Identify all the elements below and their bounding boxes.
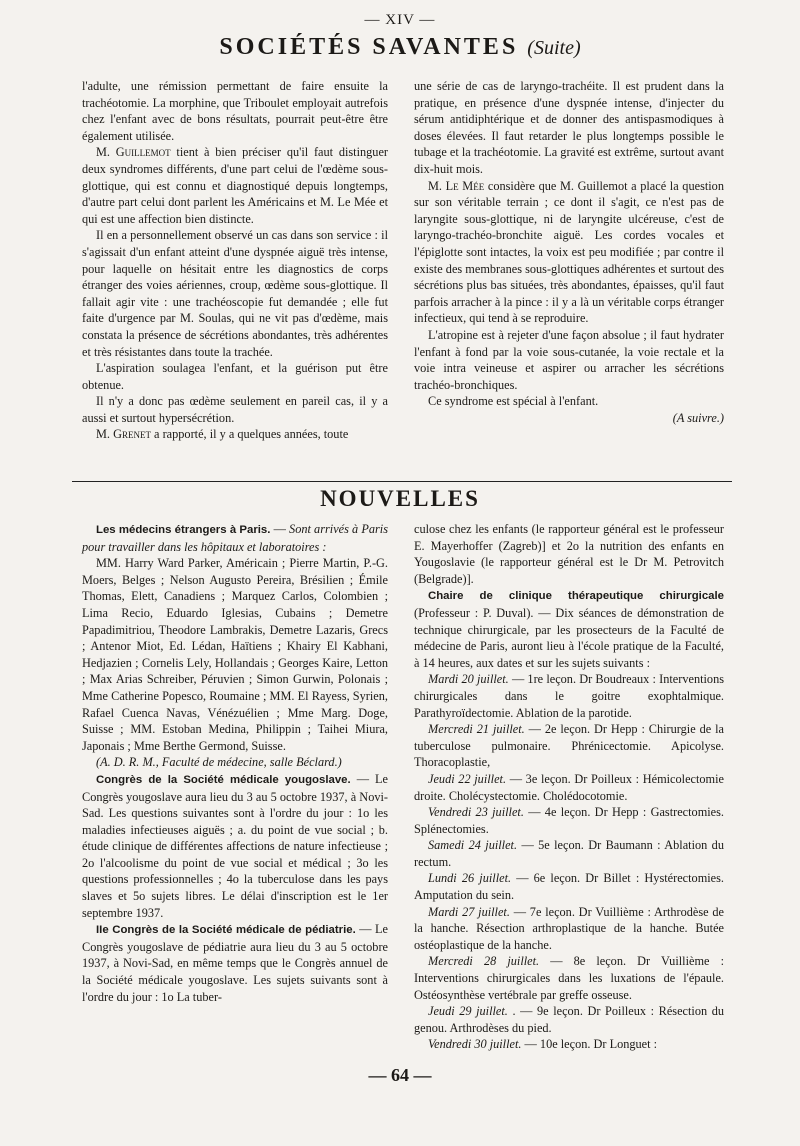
news-heading: Les médecins étrangers à Paris. xyxy=(96,524,271,536)
lesson-text: . — 9e leçon. Dr Poilleux : Résection du genou. Arthrodèses du pied. xyxy=(414,1004,725,1035)
lesson-item xyxy=(414,721,724,771)
lesson-item xyxy=(414,870,724,903)
speaker-name: M. Grenet xyxy=(96,427,151,442)
lesson-date: Vendredi 30 juillet. xyxy=(428,1037,522,1052)
lesson-item xyxy=(414,771,724,804)
source-note: (A. D. R. M., Faculté de médecine, salle Béclard.) xyxy=(96,755,342,770)
lesson-text: — 5e leçon. Dr Baumann : Ablation du rectum. xyxy=(414,838,724,869)
paragraph-text: Le Congrès yougoslave aura lieu du 3 au 5 octobre 1937, à Novi-Sad. Les questions suivantes sont à l'ordre du jour : 1o les maladies infectieuses aiguës ; a. du point de vue social ; b. étude clinique de différentes affections de nature infectieuse ; 2o l'alcoolisme du point de vue social et médical ; 3o les questions professionnelles ; 4o la tuberculose dans les pays slaves et 5o sujets libres. Le délai d'inscription est le 1er septembre 1937. xyxy=(82,771,388,920)
paragraph: L'aspiration soulagea l'enfant, et la guérison put être obtenue. xyxy=(82,361,388,392)
lesson-text: — 6e leçon. Dr Billet : Hystérectomies. Amputation du sein. xyxy=(414,871,724,903)
speaker-name: M. Le Mée xyxy=(428,178,485,193)
paragraph: Il en a personnellement observé un cas dans son service : il s'agissait d'un enfant atteint d'une dyspnée aiguë très intense, pour laquelle on hésitait entre les diagnostics de corps étranger des voies aériennes, croup, œdème sous-glottique. Il fallait agir vite : une trachéoscopie fut demandée ; elle fut faite d'urgence par M. Soulas, qui ne vit pas d'œdème, mais constata la présence de sécrétions abondantes, très adhérentes et très résistantes dans toute la trachée. xyxy=(82,228,388,359)
lesson-item xyxy=(414,671,724,721)
lesson-text: — 2e leçon. Dr Hepp : Chirurgie de la tuberculose pulmonaire. Phrénicectomie. Apicolyse. Thoracoplastie, xyxy=(414,722,724,770)
paragraph: Il n'y a donc pas œdème seulement en pareil cas, il y a aussi et surtout hypersécrétion. xyxy=(82,394,388,425)
news-item-intro: Les médecins étrangers à Paris. — Sont arrivés à Paris pour travailler dans les hôpitaux et laboratoires : xyxy=(82,522,388,554)
section-divider xyxy=(72,481,732,482)
paragraph-text: a rapporté, il y a quelques années, toute xyxy=(154,427,349,442)
news-item: IIe Congrès de la Société médicale de pédiatrie. — Le Congrès yougoslave de pédiatrie aura lieu du 3 au 5 octobre 1937, à Novi-Sad, en même temps que le Congrès annuel de la Société médicale yougoslave. Les sujets suivants sont à l'ordre du jour : 1o La tuber- xyxy=(82,922,388,1004)
lesson-date: Lundi 26 juillet. xyxy=(428,871,512,886)
lesson-date: Mardi 20 juillet. xyxy=(428,672,509,687)
paragraph xyxy=(82,426,388,443)
lesson-date: Mercredi 28 juillet. xyxy=(428,954,540,969)
lesson-item xyxy=(414,804,724,837)
news-heading: Chaire de clinique thérapeutique chirurgicale xyxy=(428,590,724,603)
running-head-title: SOCIÉTÉS SAVANTES xyxy=(219,34,519,60)
top-left-column xyxy=(82,78,388,443)
lesson-date: Vendredi 23 juillet. xyxy=(428,805,524,820)
lesson-date: Jeudi 29 juillet. xyxy=(428,1004,508,1019)
running-head-suffix: (Suite) xyxy=(527,37,581,59)
paragraph: l'adulte, une rémission permettant de faire ensuite la trachéotomie. La morphine, que Triboulet employait autrefois chez l'enfant avec de bons résultats, pourrait peut-être être également utilisée. xyxy=(82,79,388,143)
lesson-item xyxy=(414,1003,724,1036)
paragraph-text: tient à bien préciser qu'il faut distinguer deux syndromes différents, d'une part celui de l'œdème sous-glottique, qui est connu et diagnostiqué depuis longtemps, d'autre part celui dont parlent les Américains et M. Le Mée et qui est une affection bien distincte. xyxy=(82,145,388,226)
paragraph: L'atropine est à rejeter d'une façon absolue ; il faut hydrater l'enfant à fond par la voie sous-cutanée, la voie rectale et la voie intra veineuse et aspirer ou arracher les sécrétions trachéo-bronchiques. xyxy=(414,327,724,392)
news-heading-tail: Sont arrivés à Paris pour travailler dans les hôpitaux et laboratoires : xyxy=(82,522,388,554)
lesson-text: — 7e leçon. Dr Vuillième : Arthrodèse de la hanche. Résection arthroplastique de la hanche. Butée ostéoplastique de la hanche. xyxy=(414,904,725,952)
paragraph: MM. Harry Ward Parker, Américain ; Pierre Martin, P.-G. Moers, Belges ; Nelson Augusto Pereira, Brésilien ; Émile Thomas, Elett, Canadiens ; Marquez Carlos, Colombien ; Lima Recio, Eduardo Iglesias, Cubains ; Demetre Papadimitriou, Theodore Lambrakis, Demetre Lazaris, Grecs ; Antenor Miot, Ed. Lédan, Haïtiens ; Khairy El Kabhani, Hedjazien ; Cornelis Lely, Hollandais ; Georges Kaire, Letton ; Max Arias Schreiber, Péruvien ; Simon Gurwin, Polonais ; Mme Catherine Popesco, Roumaine ; MM. El Rayess, Syrien, Rafael Cuenca Navas, Vénézuélien ; Mme Marg. Doge, Suisse ; MM. Estoban Medina, Philippin ; Taihei Miura, Japonais ; Mme Berthe Germond, Suisse. xyxy=(82,556,388,753)
nouvelles-title: NOUVELLES xyxy=(320,486,480,511)
lesson-item xyxy=(414,1036,724,1053)
lesson-text: — 8e leçon. Dr Vuillième : Interventions chirurgicales dans les luxations de l'épaule. Ostéosynthèse vertébrale par greffe osseuse. xyxy=(414,954,724,1002)
lesson-list xyxy=(414,671,724,1053)
running-head xyxy=(0,34,800,61)
nouvelles-left-column xyxy=(82,521,388,1005)
lesson-date: Jeudi 22 juillet. xyxy=(428,771,507,786)
paragraph xyxy=(414,178,724,327)
news-item: Congrès de la Société médicale yougoslave. — Le Congrès yougoslave aura lieu du 3 au 5 octobre 1937, à Novi-Sad. Les questions suivantes sont à l'ordre du jour : 1o les maladies infectieuses aiguës ; a. du point de vue social ; b. étude clinique de différentes affections de nature infectieuse ; 2o l'alcoolisme du point de vue social et médical ; 3o les questions professionnelles ; 4o la tuberculose dans les pays slaves et 5o sujets libres. Le délai d'inscription est le 1er septembre 1937. xyxy=(82,771,388,920)
news-heading: IIe Congrès de la Société médicale de pédiatrie. xyxy=(96,924,356,937)
lesson-text: — 10e leçon. Dr Longuet : xyxy=(524,1037,658,1052)
news-heading: Congrès de la Société médicale yougoslave. xyxy=(96,773,351,786)
paragraph: une série de cas de laryngo-trachéite. Il est prudent dans la pratique, en présence d'une dyspnée intense, d'injecter du sérum antidiphtérique et de donner des antispasmodiques à doses élevées. Il faut retarder le plus longtemps possible le tubage et la trachéotomie. La gravité est extrême, surtout avant dix-huit mois. xyxy=(414,79,724,176)
lesson-text: — 3e leçon. Dr Poilleux : Hémicolectomie droite. Cholécystectomie. Cholédocotomie. xyxy=(414,771,725,803)
page-number: — 64 — xyxy=(368,1065,432,1085)
roman-page-number: — XIV — xyxy=(364,12,436,28)
lesson-date: Mercredi 21 juillet. xyxy=(428,722,525,737)
lesson-text: — 1re leçon. Dr Boudreaux : Interventions chirurgicales dans le goitre exophtalmique. Parathyroïdectomie. Ablation de la parotide. xyxy=(414,672,725,720)
top-right-column xyxy=(414,78,724,426)
paragraph xyxy=(82,144,388,227)
speaker-name: M. Guillemot xyxy=(96,145,171,160)
paragraph-text: considère que M. Guillemot a placé la question sur son véritable terrain ; ce dont il s'agit, ce n'est pas de laryngite sous-glottique, ni de laryngite ulcéreuse, c'est de laryngo-trachéo-bronchite aiguë. Les cordes vocales et l'épiglotte sont intactes, la voix est peu modifiée ; par contre il existe des membranes sous-glottiques adhérentes et surtout des sécrétions plus bas situées, très abondantes, épaisses, qu'il faut parfois arracher à la pince : il y a là un véritable corps étranger infectieux, qui tend à se reproduire. xyxy=(414,178,724,326)
lesson-date: Samedi 24 juillet. xyxy=(428,838,518,853)
news-item xyxy=(414,587,724,671)
lesson-item xyxy=(414,904,724,954)
a-suivre: (A suivre.) xyxy=(672,410,724,425)
paragraph-text: (Professeur : P. Duval). — Dix séances de démonstration de technique chirurgicale, par les prosecteurs de la Faculté de médecine de Paris, auront lieu à l'école pratique de la Faculté, à 14 heures, aux dates et sur les sujets suivants : xyxy=(414,605,724,670)
lesson-item xyxy=(414,953,724,1003)
paragraph-text: Le Congrès yougoslave de pédiatrie aura lieu du 3 au 5 octobre 1937, à Novi-Sad, en même temps que le Congrès annuel de la Société médicale yougoslave. Les sujets suivants sont à l'ordre du jour : 1o La tuber- xyxy=(82,922,388,1004)
paragraph: culose chez les enfants (le rapporteur général est le professeur E. Mayerhoffer (Zagreb)] et 2o la nutrition des enfants en Yougoslavie (le rapporteur général est le Dr M. Petrovitch (Belgrade)]. xyxy=(414,522,724,586)
nouvelles-right-column xyxy=(414,521,724,1053)
paragraph: Ce syndrome est spécial à l'enfant. xyxy=(428,394,599,409)
lesson-text: — 4e leçon. Dr Hepp : Gastrectomies. Splénectomies. xyxy=(414,805,724,836)
lesson-item xyxy=(414,837,724,870)
lesson-date: Mardi 27 juillet. xyxy=(428,904,510,919)
